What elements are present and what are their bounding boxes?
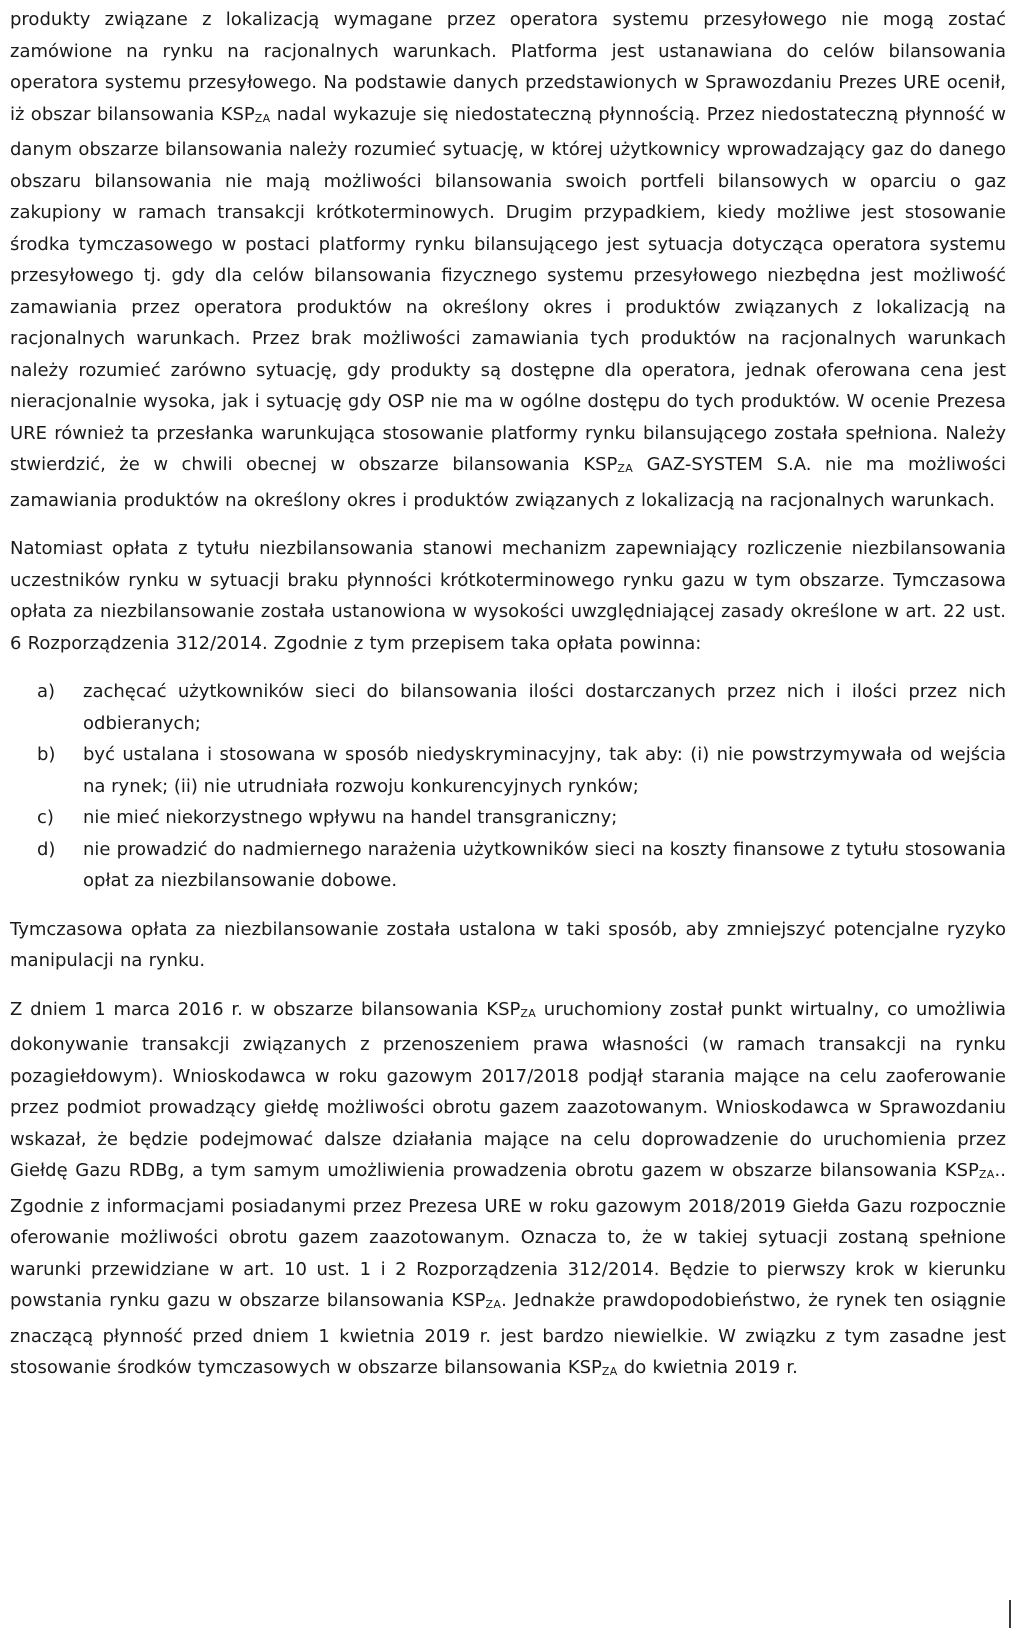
subscript-text: ZA — [978, 1168, 995, 1181]
paragraph-manipulation-risk — [10, 914, 1006, 977]
condition-item — [10, 676, 1006, 739]
paragraph-text: produkty związane z lokalizacją wymagane przez operatora systemu przesyłowego nie mogą zostać zamówione na rynku na racjonalnych warunkach. Platforma jest ustanawiana do celów bilansowania operatora systemu przesyłowego. Na podstawie danych przedstawionych w Sprawozdaniu Prezes URE ocenił, iż obszar bilansowania KSP — [10, 9, 1006, 125]
condition-marker: a) — [37, 681, 56, 702]
subscript-text: ZA — [485, 1298, 502, 1311]
condition-text: nie mieć niekorzystnego wpływu na handel transgraniczny; — [83, 807, 618, 828]
condition-marker: d) — [37, 838, 56, 860]
paragraph-virtual-point — [10, 994, 1006, 1388]
condition-item — [10, 802, 1006, 834]
document-body — [10, 4, 1006, 1388]
subscript-text: ZA — [617, 462, 634, 475]
condition-marker: c) — [37, 807, 54, 828]
subscript-text: ZA — [254, 111, 271, 125]
paragraph-text: Natomiast opłata z tytułu niezbilansowania stanowi mechanizm zapewniający rozliczenie niezbilansowania uczestników rynku w sytuacji braku płynności krótkoterminowego rynku gazu w tym obszarze. Tymczasowa opłata za niezbilansowanie została ustanowiona w wysokości uwzględniającej zasady określone w art. 22 ust. 6 Rozporządzenia 312/2014. Zgodnie z tym przepisem taka opłata powinna: — [10, 538, 1006, 654]
subscript-text: ZA — [601, 1365, 618, 1378]
condition-text: nie prowadzić do nadmiernego narażenia użytkowników sieci na koszty finansowe z tytułu stosowania opłat za niezbilansowanie dobowe. — [83, 838, 1006, 891]
paragraph-text: Tymczasowa opłata za niezbilansowanie została ustalona w taki sposób, aby zmniejszyć potencjalne ryzyko manipulacji na rynku. — [10, 918, 1006, 971]
condition-marker: b) — [37, 744, 56, 765]
subscript-text: ZA — [520, 1006, 537, 1020]
paragraph-text: GAZ-SYSTEM S.A. nie ma możliwości zamawiania produktów na określony okres i produktów związanych z lokalizacją na racjonalnych warunkach. — [10, 454, 1006, 511]
paragraph-imbalance-charge — [10, 533, 1006, 659]
paragraph-text: uruchomiony został punkt wirtualny, co umożliwia dokonywanie transakcji związanych z przenoszeniem prawa własności (w ramach transakcji na rynku pozagiełdowym). Wnioskodawca w roku gazowym 2017/2018 podjął starania mające na celu zaoferowanie przez podmiot prowadzący giełdę możliwości obrotu gazem zaazotowanym. Wnioskodawca w Sprawozdaniu wskazał, że będzie podejmować dalsze działania mające na celu doprowadzenie do uruchomienia przez Giełdę Gazu RDBg, a tym samym umożliwienia prowadzenia obrotu gazem w obszarze bilansowania KSP — [10, 998, 1006, 1181]
paragraph-text: Z dniem 1 marca 2016 r. w obszarze bilansowania KSP — [10, 998, 521, 1020]
condition-item — [10, 834, 1006, 897]
condition-text: być ustalana i stosowana w sposób niedyskryminacyjny, tak aby: (i) nie powstrzymywała od wejścia na rynek; (ii) nie utrudniała rozwoju konkurencyjnych rynków; — [83, 744, 1006, 797]
paragraph-balancing-platform — [10, 4, 1006, 516]
charge-conditions-list — [10, 676, 1006, 897]
paragraph-text: nadal wykazuje się niedostateczną płynnością. Przez niedostateczną płynność w danym obszarze bilansowania należy rozumieć sytuację, w której użytkownicy wprowadzający gaz do danego obszaru bilansowania nie mają możliwości bilansowania swoich portfeli bilansowych w oparciu o gaz zakupiony w ramach transakcji krótkoterminowych. Drugim przypadkiem, kiedy możliwe jest stosowanie środka tymczasowego w postaci platformy rynku bilansującego jest sytuacja dotycząca operatora systemu przesyłowego tj. gdy dla celów bilansowania fizycznego systemu przesyłowego niezbędna jest możliwość zamawiania przez operatora produktów na określony okres i produktów związanych z lokalizacją na racjonalnych warunkach. Przez brak możliwości zamawiania tych produktów na racjonalnych warunkach należy rozumieć zarówno sytuację, gdy produkty są dostępne dla operatora, jednak oferowana cena jest nieracjonalnie wysoka, jak i sytuację gdy OSP nie ma w ogólne dostępu do tych produktów. W ocenie Prezesa URE również ta przesłanka warunkująca stosowanie platformy rynku bilansującego została spełniona. Należy stwierdzić, że w chwili obecnej w obszarze bilansowania KSP — [10, 103, 1006, 475]
paragraph-text: . Jednakże prawdopodobieństwo, że rynek ten osiągnie znaczącą płynność przed dniem 1 kwietnia 2019 r. jest bardzo niewielkie. W związku z tym zasadne jest stosowanie środków tymczasowych w obszarze bilansowania KSP — [10, 1290, 1007, 1378]
scan-edge-mark — [1009, 1600, 1011, 1628]
paragraph-text: .. Zgodnie z informacjami posiadanymi przez Prezesa URE w roku gazowym 2018/2019 Giełda Gazu rozpocznie oferowanie możliwości obrotu gazem zaazotowanym. Oznacza to, że w takiej sytuacji zostaną spełnione warunki przewidziane w art. 10 ust. 1 i 2 Rozporządzenia 312/2014. Będzie to pierwszy krok w kierunku powstania rynku gazu w obszarze bilansowania KSP — [10, 1160, 1006, 1311]
condition-text: zachęcać użytkowników sieci do bilansowania ilości dostarczanych przez nich i ilości przez nich odbieranych; — [83, 681, 1006, 734]
paragraph-text: do kwietnia 2019 r. — [617, 1357, 798, 1378]
condition-item — [10, 739, 1006, 802]
